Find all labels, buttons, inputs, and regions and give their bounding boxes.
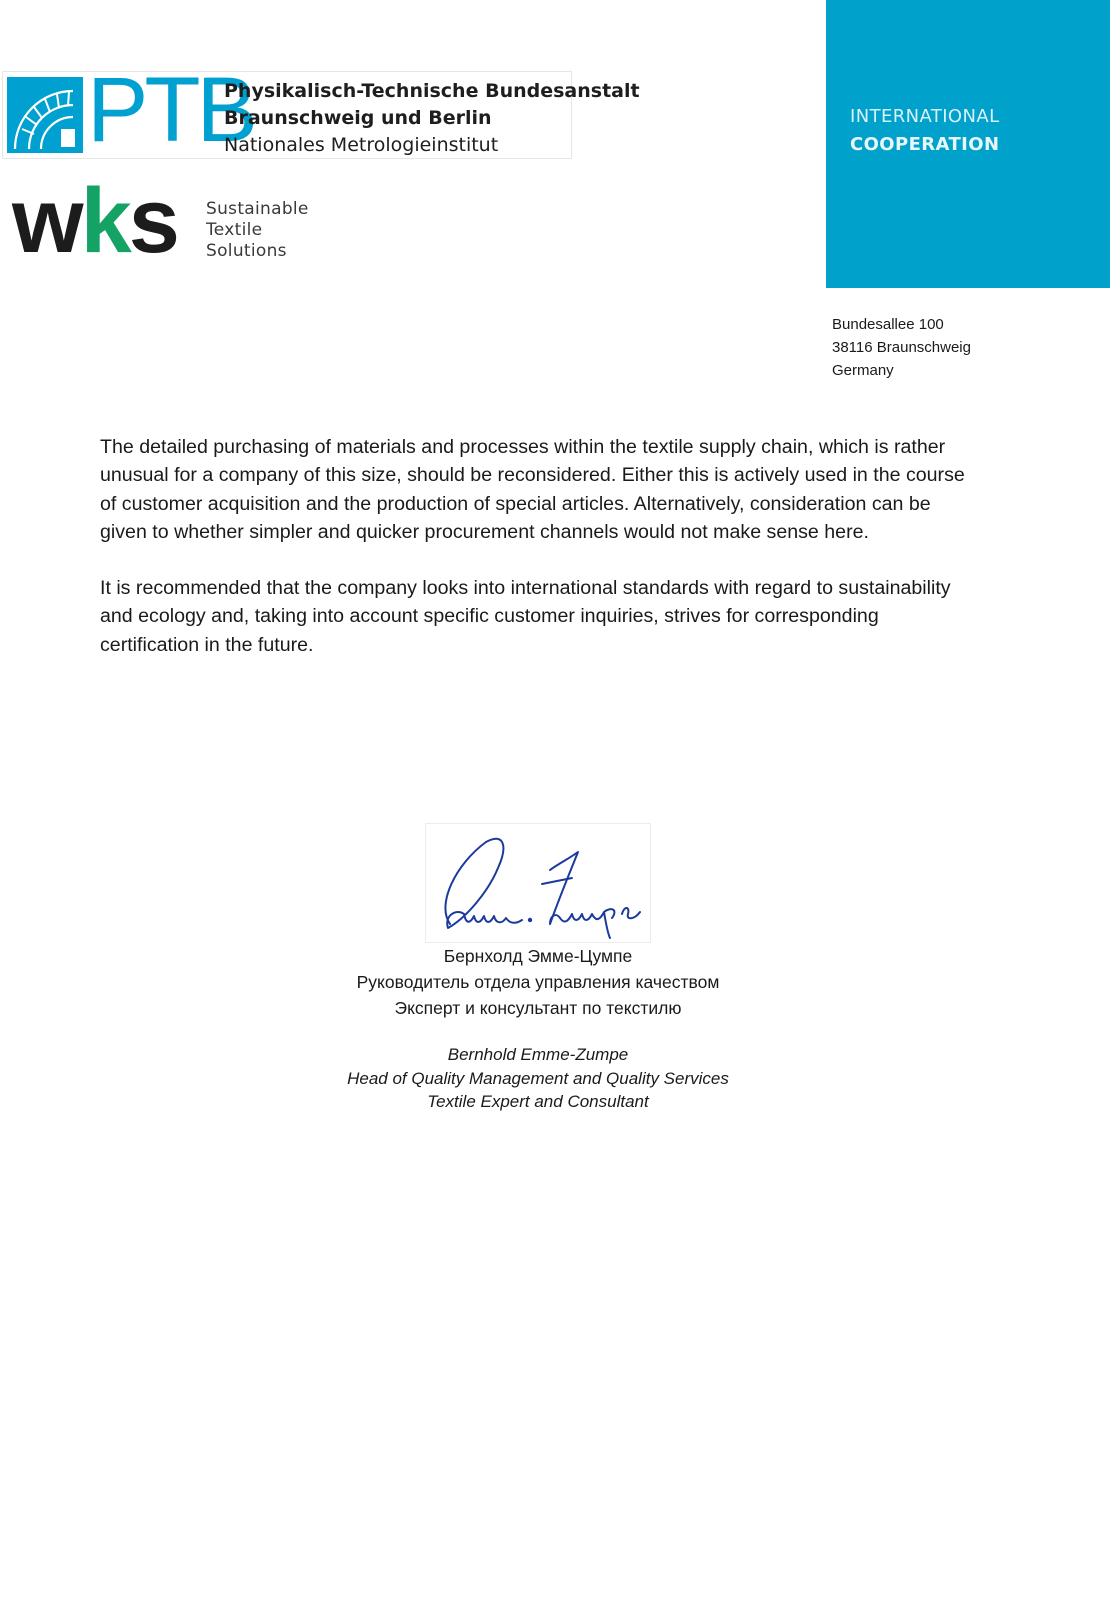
- wks-letter-s: s: [128, 170, 177, 272]
- letter-body: [100, 433, 980, 687]
- handwritten-signature: [425, 823, 651, 943]
- wks-tagline-line: Solutions: [206, 241, 287, 261]
- ptb-logo: [2, 59, 640, 161]
- wks-tagline-line: Sustainable: [206, 199, 309, 219]
- cooperation-line-2: COOPERATION: [850, 134, 1000, 155]
- ptb-line-1: Physikalisch-Technische Bundesanstalt: [224, 80, 640, 102]
- wks-wordmark: [12, 166, 177, 276]
- wks-letter-k: k: [80, 170, 129, 272]
- body-paragraph: It is recommended that the company looks into international standards with regard to sustainability and ecology and, taking into account specific customer inquiries, strives for corresponding certification in the future.: [100, 577, 951, 656]
- signer-english: [0, 1043, 1076, 1114]
- ptb-letters: PTB: [87, 59, 254, 161]
- cooperation-line-1: INTERNATIONAL: [850, 106, 1000, 127]
- wks-tagline-line: Textile: [206, 220, 263, 240]
- signer-title-ru: Руководитель отдела управления качеством: [356, 972, 720, 992]
- address-city: 38116 Braunschweig: [832, 339, 971, 356]
- body-paragraph: The detailed purchasing of materials and processes within the textile supply chain, which is rather unusual for a company of this size, should be reconsidered. Either this is actively used in the course of customer acquisition and the production of special articles. Alternatively, consideration can be given to whether simpler and quicker procurement channels would not make sense here.: [100, 436, 965, 543]
- wks-tagline: [206, 199, 309, 262]
- signer-name-en: Bernhold Emme-Zumpe: [447, 1045, 629, 1064]
- international-cooperation-box: [826, 0, 1110, 288]
- address-country: Germany: [832, 362, 894, 379]
- signer-role-en: Textile Expert and Consultant: [427, 1092, 649, 1111]
- ptb-line-3: Nationales Metrologieinstitut: [224, 134, 499, 156]
- wks-logo: [12, 170, 312, 272]
- signer-title-en: Head of Quality Management and Quality Services: [347, 1068, 729, 1088]
- signer-role-ru: Эксперт и консультант по текстилю: [394, 998, 682, 1018]
- ptb-institute-name: [224, 78, 640, 159]
- address-block: [832, 313, 971, 382]
- signer-russian: [0, 943, 1076, 1021]
- wks-letter-w: w: [12, 170, 81, 272]
- signer-name-ru: Бернхолд Эмме-Цумпе: [443, 946, 633, 966]
- ptb-emblem-icon: [7, 77, 83, 153]
- address-street: Bundesallee 100: [832, 316, 944, 333]
- signature-icon: [426, 824, 650, 942]
- ptb-line-2: Braunschweig und Berlin: [224, 107, 492, 129]
